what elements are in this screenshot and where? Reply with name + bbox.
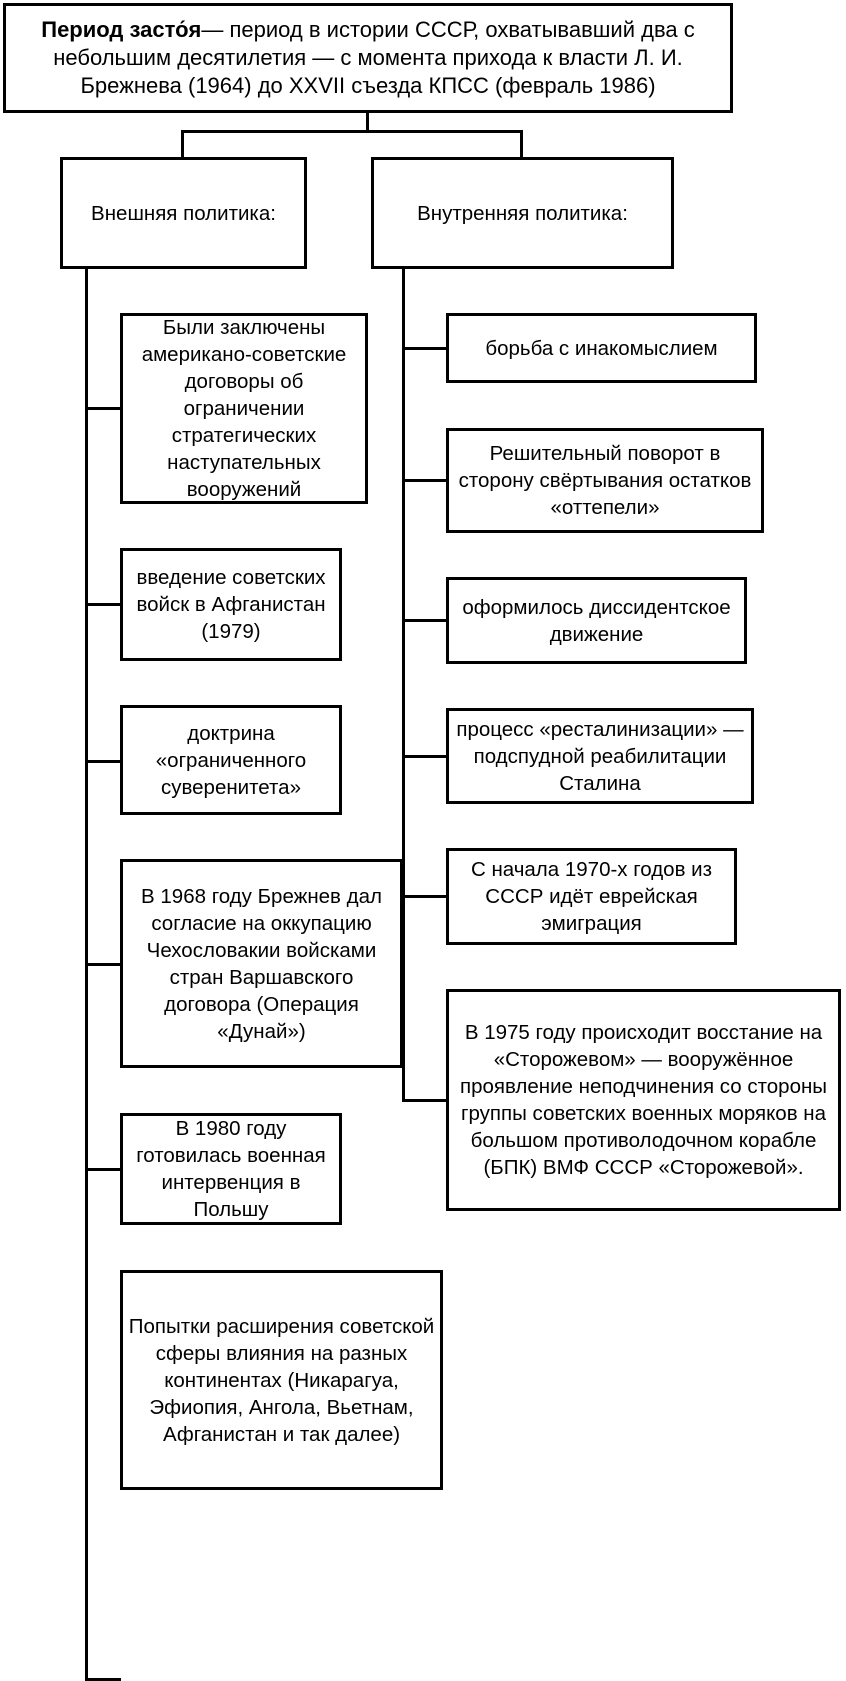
foreign-branch — [85, 603, 121, 606]
domestic-item-dissent-struggle — [446, 313, 757, 383]
foreign-branch — [85, 760, 121, 763]
foreign-item-text: В 1968 году Брежнев дал согласие на оккупацию Чехословакии войсками стран Варшавского договора (Операция «Дунай») — [141, 884, 382, 1043]
foreign-item-text: доктрина «ограниченного суверенитета» — [155, 721, 307, 799]
foreign-item-czechoslovakia — [120, 859, 403, 1068]
foreign-item-text: Попытки расширения советской сферы влияния на разных континентах (Никарагуа, Эфиопия, Ангола, Вьетнам, Афганистан и так далее) — [128, 1314, 435, 1446]
foreign-policy-header-label: Внешняя политика: — [91, 201, 276, 225]
title-text — [12, 16, 724, 100]
domestic-item-restalinization — [446, 708, 754, 804]
title-box — [3, 3, 733, 113]
domestic-item-text: борьба с инакомыслием — [485, 336, 718, 360]
domestic-item-text: С начала 1970-х годов из СССР идёт еврейская эмиграция — [470, 858, 713, 935]
domestic-item-thaw-reversal — [446, 428, 764, 533]
foreign-item-text: В 1980 году готовилась военная интервенция в Польшу — [136, 1117, 326, 1221]
domestic-branch — [402, 895, 447, 898]
domestic-item-storozhevoy-mutiny — [446, 989, 841, 1211]
foreign-policy-header — [60, 157, 307, 269]
connector-title-down — [366, 112, 369, 132]
foreign-item-text: введение советских войск в Афганистан (1979) — [136, 566, 326, 643]
domestic-branch — [402, 1099, 447, 1102]
foreign-item-limited-sovereignty — [120, 705, 342, 815]
domestic-policy-header — [371, 157, 674, 269]
foreign-branch — [85, 963, 121, 966]
foreign-item-text: Были заключены американо-советские договоры об ограничении стратегических наступательных вооружений — [141, 316, 347, 501]
connector-left-down — [181, 130, 184, 158]
connector-horizontal-top — [181, 130, 523, 133]
foreign-branch — [85, 407, 121, 410]
domestic-item-text: В 1975 году происходит восстание на «Сторожевом» — вооружённое проявление неподчинения со стороны группы советских военных моряков на большом противолодочном корабле (БПК) ВМФ СССР «Сторожевой». — [459, 1021, 828, 1179]
domestic-item-text: процесс «ресталинизации» — подспудной реабилитации Сталина — [456, 717, 744, 795]
foreign-spine — [85, 268, 88, 1681]
domestic-item-text: оформилось диссидентское движение — [462, 595, 731, 646]
domestic-item-text: Решительный поворот в сторону свёртывания остатков «оттепели» — [458, 442, 752, 519]
title-term: Период засто́я — [41, 17, 202, 42]
domestic-branch — [402, 619, 447, 622]
foreign-item-afghanistan — [120, 548, 342, 661]
domestic-branch — [402, 479, 447, 482]
foreign-item-poland — [120, 1113, 342, 1225]
foreign-item-salt-treaties — [120, 313, 368, 504]
domestic-branch — [402, 347, 447, 350]
domestic-branch — [402, 755, 447, 758]
foreign-branch — [85, 1168, 121, 1171]
domestic-item-jewish-emigration — [446, 848, 737, 945]
foreign-item-sphere-of-influence — [120, 1270, 443, 1490]
domestic-policy-header-label: Внутренняя политика: — [417, 201, 628, 225]
connector-right-down — [520, 130, 523, 158]
domestic-item-dissident-movement — [446, 577, 747, 664]
title-definition: — период в истории СССР, охватывавший два с небольшим десятилетия — с момента прихода к власти Л. И. Брежнева (1964) до XXVII съезда КПСС (февраль 1986) — [53, 17, 695, 98]
